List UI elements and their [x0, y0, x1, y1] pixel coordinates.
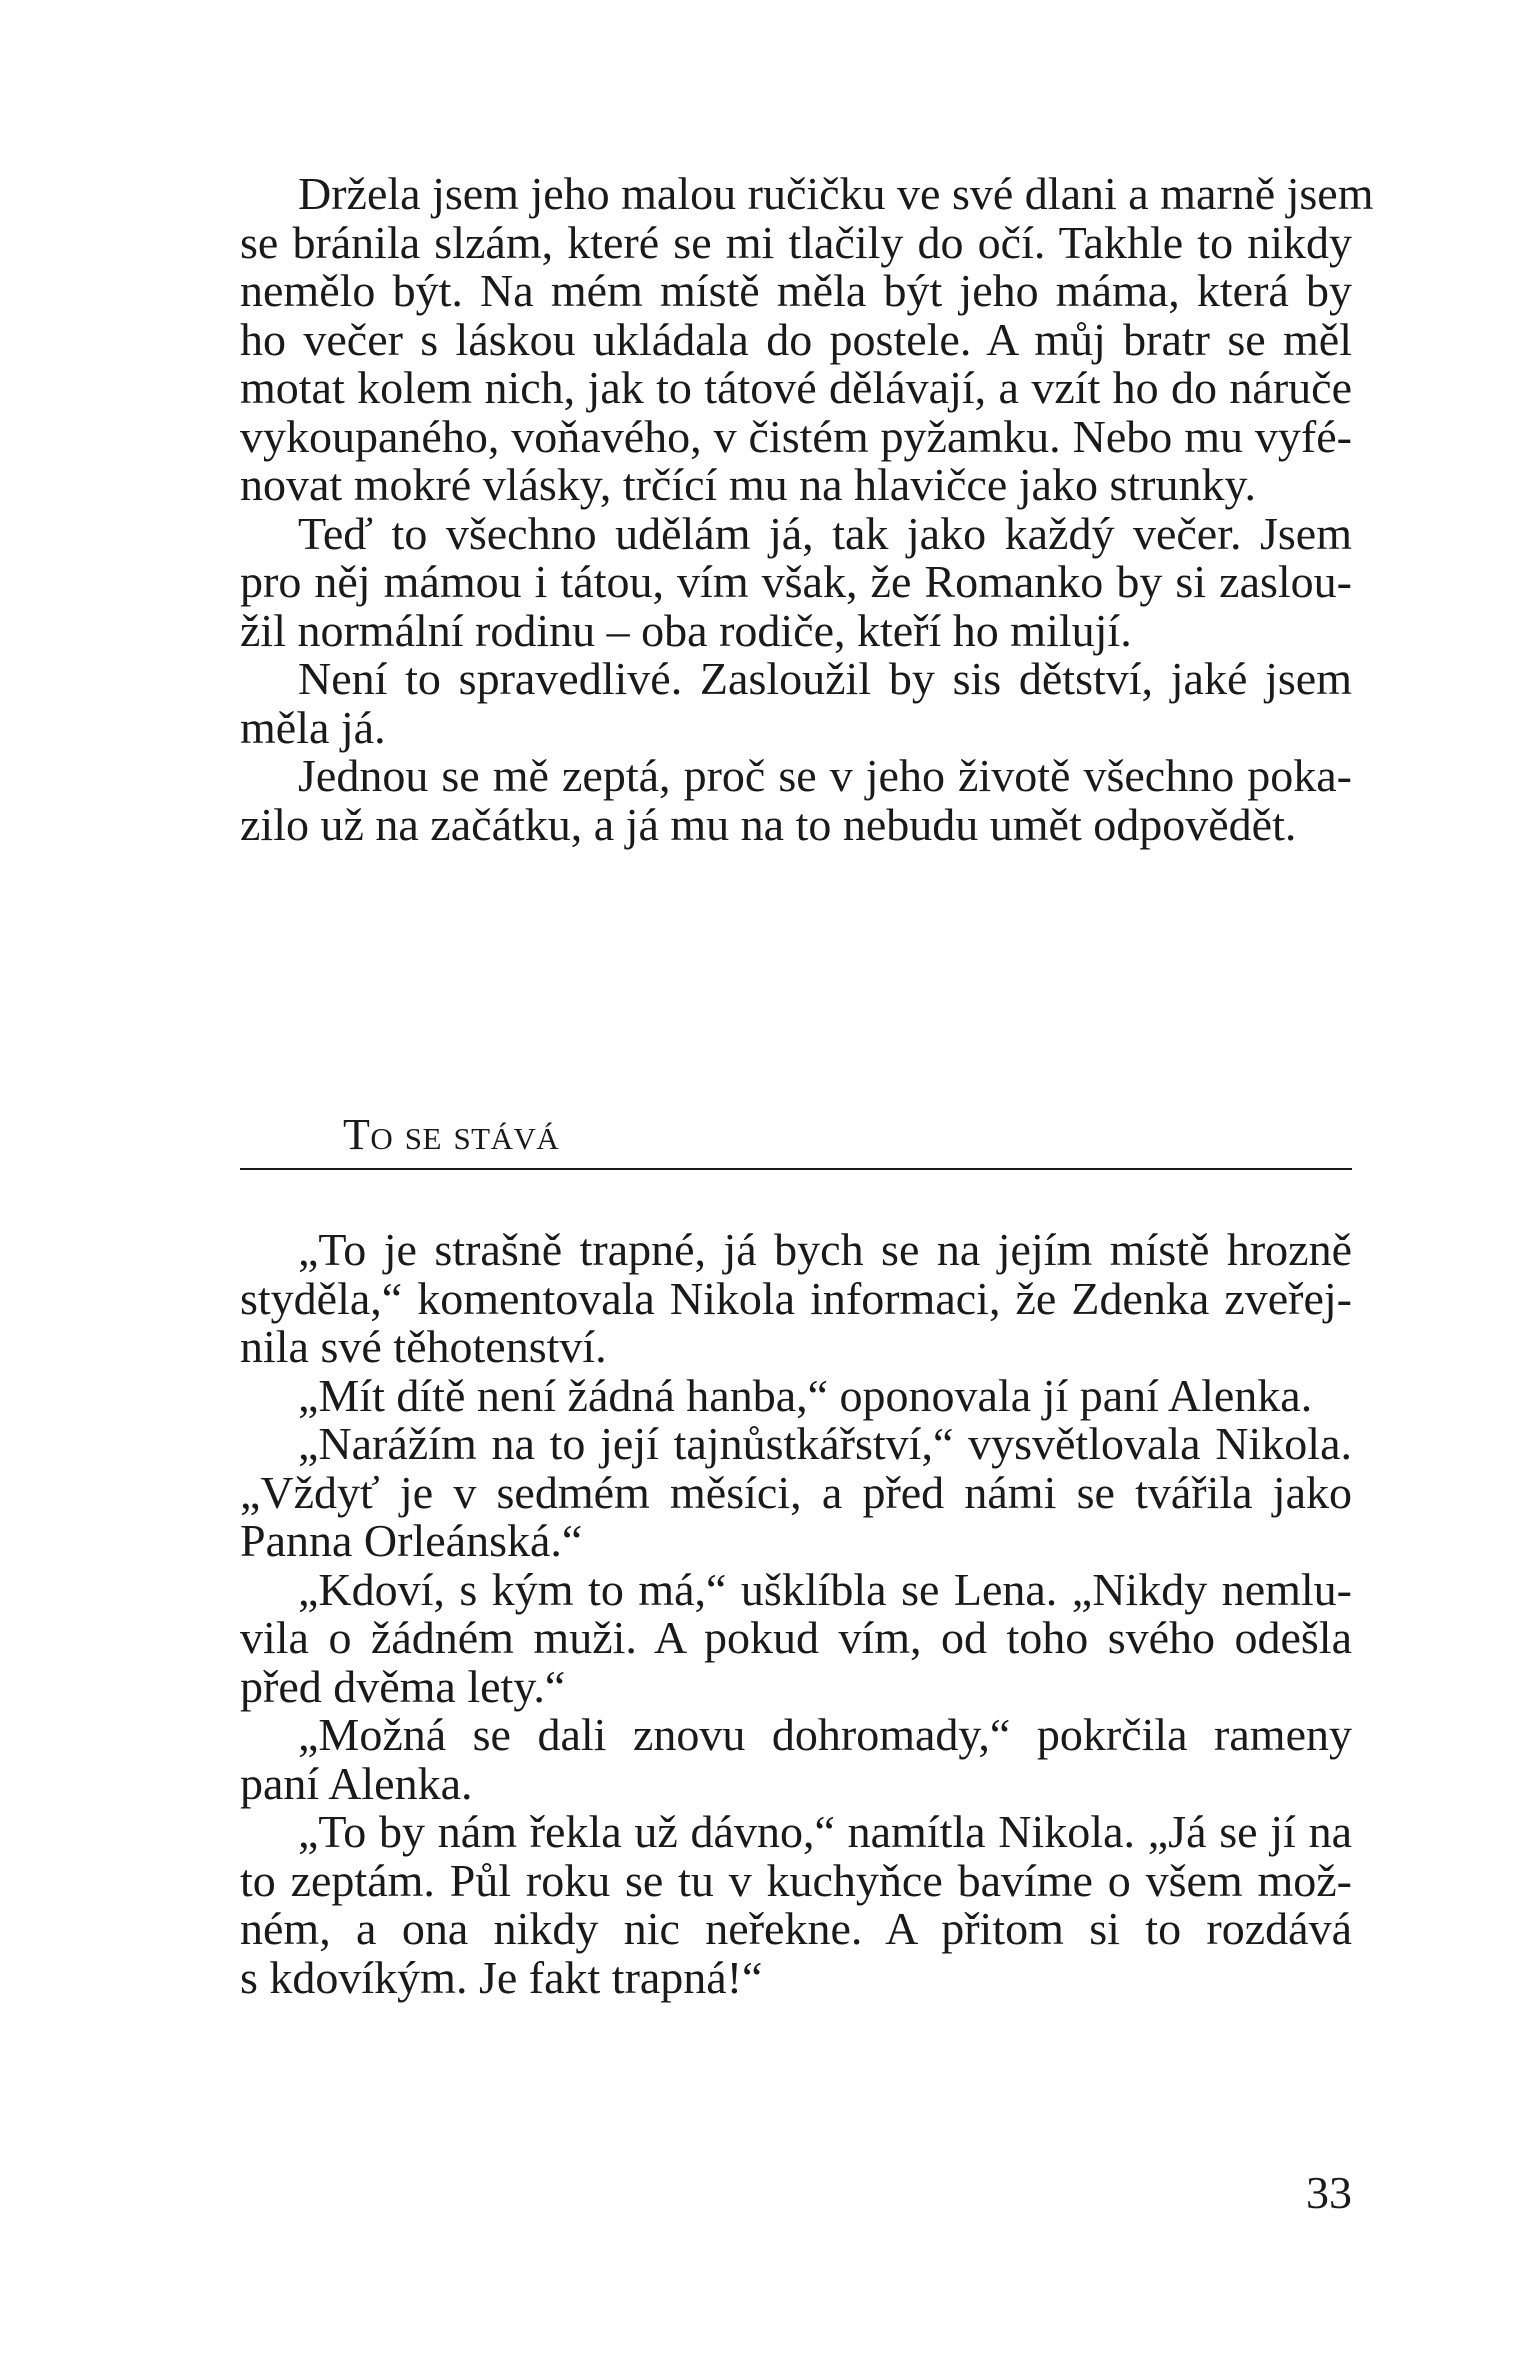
text-line: vila o žádném muži. A pokud vím, od toho svého odešla [240, 1612, 1352, 1663]
paragraph [240, 507, 1352, 656]
text-line: Panna Orleánská.“ [240, 1515, 583, 1566]
text-line: to zeptám. Půl roku se tu v kuchyňce bavíme o všem mož- [240, 1854, 1352, 1906]
heading-rule [240, 1168, 1352, 1170]
text-line: „Narážím na to její tajnůstkářství,“ vysvětlovala Nikola. [298, 1418, 1352, 1469]
text-line: styděla,“ komentovala Nikola informaci, že Zdenka zveřej- [240, 1272, 1352, 1324]
text-line: „To je strašně trapné, já bych se na jejím místě hrozně [298, 1224, 1352, 1275]
section-title: To se stává [343, 1110, 560, 1159]
text-line: Není to spravedlivé. Zasloužil by sis dětství, jaké jsem [298, 653, 1352, 704]
text-line: ho večer s láskou ukládala do postele. A můj bratr se měl [240, 313, 1352, 365]
paragraph [240, 655, 1352, 752]
text-line: Jednou se mě zeptá, proč se v jeho životě všechno poka- [298, 750, 1352, 801]
text-line: se bránila slzám, které se mi tlačily do očí. Takhle to nikdy [240, 216, 1352, 268]
text-line: „Možná se dali znovu dohromady,“ pokrčila rameny [298, 1709, 1352, 1760]
text-line: nemělo být. Na mém místě měla být jeho máma, která by [240, 265, 1352, 316]
text-line: zilo už na začátku, a já mu na to nebudu umět odpovědět. [240, 798, 1297, 850]
text-line: Teď to všechno udělám já, tak jako každý večer. Jsem [298, 507, 1352, 559]
text-line: vykoupaného, voňavého, v čistém pyžamku. Nebo mu vyfé- [240, 410, 1352, 462]
text-line: pro něj mámou i tátou, vím však, že Romanko by si zaslou- [240, 556, 1352, 607]
text-line: s kdovíkým. Je fakt trapná!“ [240, 1951, 763, 2003]
text-line: motat kolem nich, jak to tátové dělávají, a vzít ho do náruče [240, 362, 1352, 413]
text-line: měla já. [240, 701, 386, 753]
text-line: před dvěma lety.“ [240, 1660, 566, 1712]
paragraph [240, 1711, 1352, 1808]
text-block-bottom [240, 1226, 1352, 2002]
text-line: paní Alenka. [240, 1757, 473, 1809]
text-line: „Kdoví, s kým to má,“ ušklíbla se Lena. „Nikdy nemlu- [298, 1563, 1352, 1615]
text-line: Držela jsem jeho malou ručičku ve své dlani a marně jsem [298, 168, 1374, 219]
paragraph [240, 1808, 1352, 2002]
text-line: „To by nám řekla už dávno,“ namítla Nikola. „Já se jí na [298, 1806, 1352, 1857]
paragraph [240, 1369, 1352, 1421]
paragraph [240, 1420, 1352, 1566]
paragraph [240, 168, 1374, 510]
paragraph [240, 1563, 1352, 1712]
text-line: žil normální rodinu – oba rodiče, kteří ho milují. [240, 604, 1132, 656]
text-block-top [240, 168, 1374, 850]
text-line: ném, a ona nikdy nic neřekne. A přitom si to rozdává [240, 1903, 1352, 1954]
text-line: novat mokré vlásky, trčící mu na hlavičce jako strunky. [240, 459, 1256, 510]
text-line: nila své těhotenství. [240, 1321, 607, 1372]
text-line: „Vždyť je v sedmém měsíci, a před námi se tvářila jako [240, 1466, 1352, 1518]
paragraph [240, 752, 1352, 849]
text-line: „Mít dítě není žádná hanba,“ oponovala jí paní Alenka. [298, 1369, 1313, 1421]
page-number: 33 [1306, 2167, 1352, 2218]
paragraph [240, 1226, 1352, 1372]
section-heading [240, 1106, 1352, 1170]
